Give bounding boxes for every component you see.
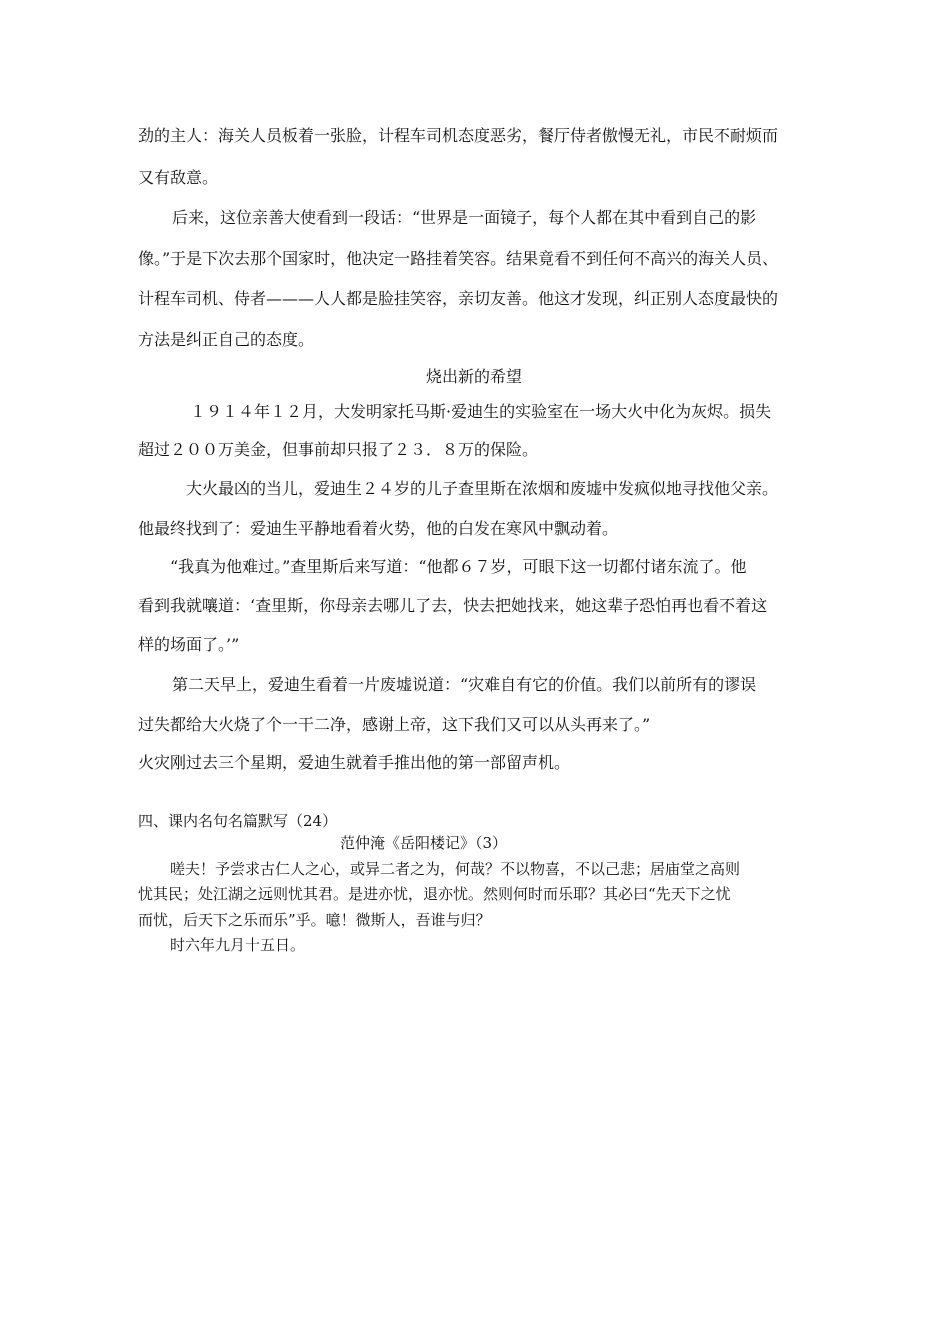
- story2-line-5: “我真为他难过。”查里斯后来写道：“他都６７岁，可眼下这一切都付诸东流了。他: [170, 557, 747, 576]
- story2-title: 烧出新的希望: [426, 367, 523, 386]
- story2-line-10: 火灾刚过去三个星期，爱迪生就着手推出他的第一部留声机。: [138, 753, 571, 772]
- story1-line-2: 又有敌意。: [138, 168, 219, 187]
- story2-line-9: 过失都给大火烧了个一干二净，感谢上帝，这下我们又可以从头再来了。”: [138, 715, 651, 734]
- story2-line-6: 看到我就嚷道：‘查里斯，你母亲去哪儿了去，快去把她找来，她这辈子恐怕再也看不着这: [138, 596, 768, 615]
- poem-line-2: 忧其民；处江湖之远则忧其君。是进亦忧，退亦忧。然则何时而乐耶？其必曰“先天下之忧: [138, 885, 731, 903]
- poem-line-4: 时六年九月十五日。: [170, 936, 306, 954]
- story2-line-8: 第二天早上，爱迪生看着一片废墟说道：“灾难自有它的价值。我们以前所有的谬误: [172, 675, 757, 694]
- story1-line-4: 像。”于是下次去那个国家时，他决定一路挂着笑容。结果竟看不到任何不高兴的海关人员、: [138, 249, 779, 268]
- story2-line-7: 样的场面了。’”: [138, 635, 240, 654]
- poem-line-1: 嗟夫！予尝求古仁人之心，或异二者之为，何哉？不以物喜，不以己悲；居庙堂之高则: [170, 860, 741, 878]
- story2-line-4: 他最终找到了：爱迪生平静地看着火势，他的白发在寒风中飘动着。: [138, 519, 619, 538]
- story1-line-3: 后来，这位亲善大使看到一段话：“世界是一面镜子，每个人都在其中看到自己的影: [172, 208, 757, 227]
- section4-heading: 四、课内名句名篇默写（24）: [138, 812, 338, 830]
- story2-line-2: 超过２００万美金，但事前却只报了２３．８万的保险。: [138, 440, 539, 459]
- story2-line-3: 大火最凶的当儿，爱迪生２４岁的儿子查里斯在浓烟和废墟中发疯似地寻找他父亲。: [186, 479, 779, 498]
- poem-title: 范仲淹《岳阳楼记》（3）: [340, 834, 508, 852]
- story1-line-5: 计程车司机、侍者———人人都是脸挂笑容，亲切友善。他这才发现，纠正别人态度最快的: [138, 289, 779, 308]
- story1-line-6: 方法是纠正自己的态度。: [138, 330, 315, 349]
- story1-line-1: 劲的主人：海关人员板着一张脸，计程车司机态度恶劣，餐厅侍者傲慢无礼，市民不耐烦而: [138, 126, 779, 145]
- poem-line-3: 而忧，后天下之乐而乐”乎。噫！微斯人，吾谁与归？: [138, 911, 491, 929]
- story2-line-1: １９１４年１２月，大发明家托马斯·爱迪生的实验室在一场大火中化为灰烬。损失: [190, 402, 772, 421]
